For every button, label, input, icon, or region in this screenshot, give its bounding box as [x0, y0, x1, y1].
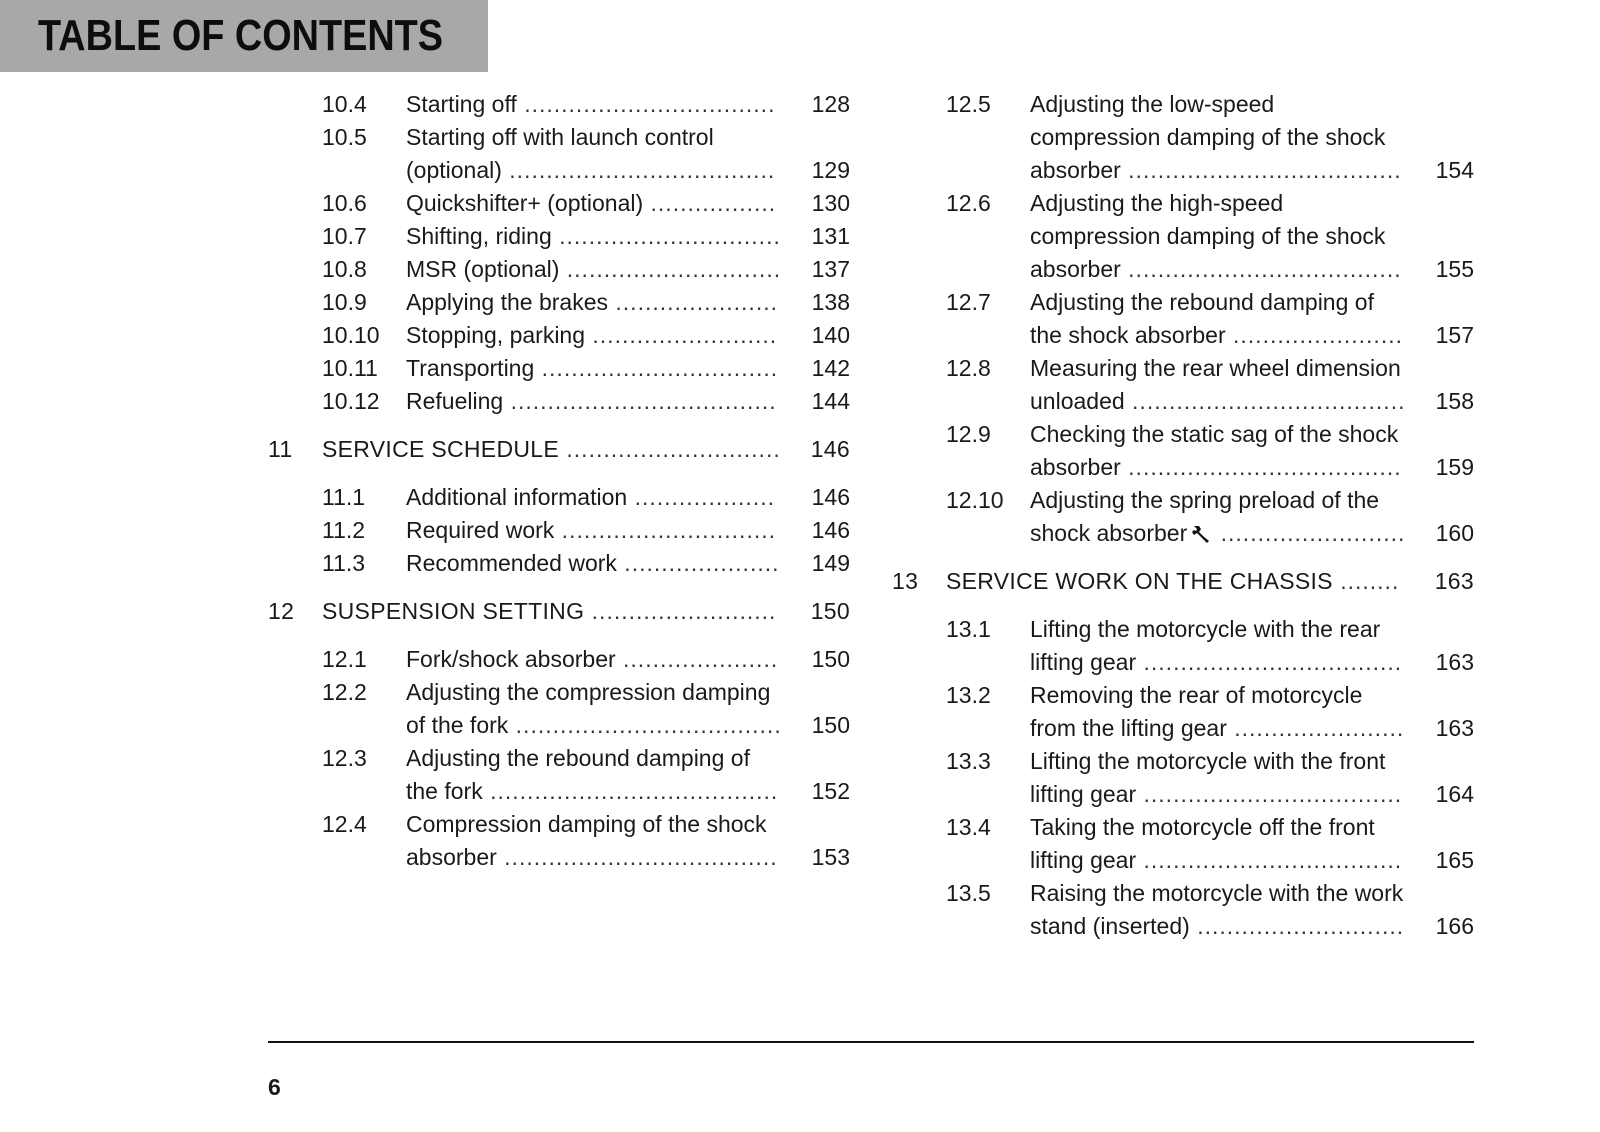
dot-leader: .................................... — [508, 712, 782, 738]
wrench-icon — [1191, 520, 1213, 540]
toc-entry[interactable] — [892, 679, 1474, 745]
entry-title: Adjusting the spring preload of the shock absorber — [1030, 487, 1380, 546]
toc-entry[interactable] — [268, 253, 850, 286]
toc-entry[interactable] — [268, 385, 850, 418]
entry-number: 13.3 — [946, 748, 991, 774]
entry-number: 10.7 — [322, 223, 367, 249]
dot-leader: ............................. — [559, 256, 782, 282]
entry-title: Checking the static sag of the shock absorber — [1030, 421, 1399, 480]
toc-entry[interactable] — [268, 88, 850, 121]
entry-number: 10.5 — [322, 124, 367, 150]
entry-page: 129 — [811, 157, 850, 183]
entry-title: SERVICE SCHEDULE — [322, 436, 560, 462]
entry-title: MSR (optional) — [406, 256, 560, 282]
entry-title: Adjusting the high-speed compression damping of the shock absorber — [1030, 190, 1386, 282]
entry-title: Starting off — [406, 91, 517, 117]
dot-leader: ....................... — [1226, 715, 1405, 741]
entry-number: 12.4 — [322, 811, 367, 837]
toc-chapter[interactable] — [892, 565, 1474, 598]
dot-leader: .............................. — [551, 223, 781, 249]
entry-page: 160 — [1435, 520, 1474, 546]
toc-entry[interactable] — [268, 676, 850, 742]
dot-leader: ................................... — [1136, 781, 1403, 807]
entry-page: 137 — [811, 256, 850, 282]
toc-entry[interactable] — [268, 220, 850, 253]
dot-leader: ................... — [627, 484, 775, 510]
entry-number: 10.10 — [322, 322, 380, 348]
toc-entry[interactable] — [892, 286, 1474, 352]
entry-page: 163 — [1435, 649, 1474, 675]
dot-leader: ................................... — [1136, 847, 1403, 873]
entry-number: 12.6 — [946, 190, 991, 216]
dot-leader: ............................. — [559, 436, 781, 462]
dot-leader: ..................................... — [1124, 388, 1406, 414]
dot-leader: ......................... — [1213, 520, 1406, 546]
entry-page: 150 — [811, 712, 850, 738]
entry-number: 10.6 — [322, 190, 367, 216]
entry-title: Taking the motorcycle off the front lifting gear — [1030, 814, 1375, 873]
entry-number: 13.4 — [946, 814, 991, 840]
entry-title: Shifting, riding — [406, 223, 552, 249]
entry-title: Adjusting the compression damping of the fork — [406, 679, 771, 738]
entry-page: 163 — [1434, 568, 1474, 594]
entry-title: Measuring the rear wheel dimension unloaded — [1030, 355, 1401, 414]
entry-title: Additional information — [406, 484, 628, 510]
entry-number: 12.2 — [322, 679, 367, 705]
entry-number: 12.3 — [322, 745, 367, 771]
toc-entry[interactable] — [892, 352, 1474, 418]
entry-page: 157 — [1435, 322, 1474, 348]
entry-title: Compression damping of the shock absorber — [406, 811, 767, 870]
dot-leader: ..................... — [615, 646, 779, 672]
entry-page: 130 — [811, 190, 850, 216]
dot-leader: ............................. — [554, 517, 777, 543]
entry-title: Raising the motorcycle with the work stand (inserted) — [1030, 880, 1404, 939]
entry-page: 149 — [811, 550, 850, 576]
dot-leader: .................................... — [501, 157, 776, 183]
dot-leader: .................................. — [516, 91, 776, 117]
entry-page: 140 — [811, 322, 850, 348]
toc-entry[interactable] — [268, 187, 850, 220]
entry-number: 11.2 — [322, 517, 366, 543]
dot-leader: ....................................... — [482, 778, 779, 804]
entry-number: 10.11 — [322, 355, 378, 381]
entry-page: 166 — [1435, 913, 1474, 939]
entry-title: Adjusting the low-speed compression damping of the shock absorber — [1030, 91, 1386, 183]
entry-number: 10.12 — [322, 388, 380, 414]
dot-leader: ..................................... — [1120, 157, 1402, 183]
entry-number: 10.8 — [322, 256, 367, 282]
entry-number: 11.3 — [322, 550, 366, 576]
entry-number: 13.2 — [946, 682, 991, 708]
toc-entry[interactable] — [892, 484, 1474, 550]
entry-number: 10.9 — [322, 289, 367, 315]
dot-leader: ............................ — [1189, 913, 1405, 939]
entry-number: 12.5 — [946, 91, 991, 117]
entry-number: 12.10 — [946, 487, 1004, 513]
entry-page: 146 — [811, 517, 850, 543]
dot-leader: ..................................... — [1120, 256, 1402, 282]
dot-leader: ................................... — [1136, 649, 1403, 675]
entry-page: 138 — [811, 289, 850, 315]
entry-title: Stopping, parking — [406, 322, 586, 348]
toc-entry[interactable] — [268, 319, 850, 352]
toc-entry[interactable] — [892, 745, 1474, 811]
entry-title: Applying the brakes — [406, 289, 609, 315]
entry-title: Adjusting the rebound damping of the fork — [406, 745, 750, 804]
entry-page: 150 — [810, 598, 850, 624]
entry-title: Recommended work — [406, 550, 617, 576]
entry-title: Quickshifter+ (optional) — [406, 190, 644, 216]
title-bar — [0, 0, 488, 72]
dot-leader: ..................... — [616, 550, 780, 576]
entry-title: Starting off with launch control (optional) — [406, 124, 714, 183]
dot-leader: ..................................... — [496, 844, 778, 870]
toc-entry[interactable] — [268, 808, 850, 874]
entry-page: 128 — [811, 91, 850, 117]
entry-title: Transporting — [406, 355, 535, 381]
entry-page: 153 — [811, 844, 850, 870]
toc-entry[interactable] — [892, 418, 1474, 484]
entry-page: 159 — [1435, 454, 1474, 480]
dot-leader: ..................................... — [1120, 454, 1402, 480]
entry-number: 12.8 — [946, 355, 991, 381]
footer-rule — [268, 1041, 1474, 1043]
entry-page: 144 — [811, 388, 850, 414]
toc-chapter[interactable] — [268, 433, 850, 466]
entry-page: 158 — [1435, 388, 1474, 414]
toc-entry[interactable] — [892, 187, 1474, 286]
entry-page: 146 — [811, 484, 850, 510]
toc-column-right — [892, 88, 1474, 943]
entry-page: 155 — [1435, 256, 1474, 282]
entry-number: 11 — [268, 436, 293, 462]
entry-title: Lifting the motorcycle with the rear lifting gear — [1030, 616, 1381, 675]
toc-entry[interactable] — [268, 286, 850, 319]
dot-leader: .................................... — [503, 388, 777, 414]
entry-number: 11.1 — [322, 484, 366, 510]
toc-entry[interactable] — [268, 742, 850, 808]
toc-chapter[interactable] — [268, 595, 850, 628]
entry-page: 154 — [1435, 157, 1474, 183]
entry-page: 164 — [1435, 781, 1474, 807]
entry-number: 13.5 — [946, 880, 991, 906]
entry-page: 165 — [1435, 847, 1474, 873]
entry-page: 131 — [811, 223, 850, 249]
toc-column-left — [268, 88, 850, 874]
page-title: TABLE OF CONTENTS — [38, 11, 444, 60]
dot-leader: ...................... — [608, 289, 778, 315]
entry-page: 150 — [811, 646, 850, 672]
toc-entry[interactable] — [892, 877, 1474, 943]
toc-entry[interactable] — [268, 643, 850, 676]
entry-title: SERVICE WORK ON THE CHASSIS — [946, 568, 1333, 594]
dot-leader: ....................... — [1225, 322, 1403, 348]
entry-page: 163 — [1435, 715, 1474, 741]
dot-leader: ......................... — [585, 322, 778, 348]
entry-number: 12 — [268, 598, 295, 624]
entry-title: Fork/shock absorber — [406, 646, 616, 672]
entry-title: SUSPENSION SETTING — [322, 598, 585, 624]
dot-leader: ................................ — [534, 355, 779, 381]
toc-entry[interactable] — [892, 88, 1474, 187]
toc-entry[interactable] — [268, 481, 850, 514]
entry-title: Lifting the motorcycle with the front lifting gear — [1030, 748, 1386, 807]
toc-entry[interactable] — [268, 121, 850, 187]
entry-number: 12.9 — [946, 421, 991, 447]
entry-page: 142 — [811, 355, 850, 381]
toc-entry[interactable] — [892, 613, 1474, 679]
entry-page: 146 — [810, 436, 850, 462]
toc-entry[interactable] — [892, 811, 1474, 877]
toc-entry[interactable] — [268, 547, 850, 580]
dot-leader: ......................... — [584, 598, 777, 624]
entry-title: Adjusting the rebound damping of the shock absorber — [1030, 289, 1374, 348]
entry-number: 13.1 — [946, 616, 991, 642]
entry-title: Required work — [406, 517, 555, 543]
toc-entry[interactable] — [268, 514, 850, 547]
dot-leader: ................. — [643, 190, 777, 216]
page-number: 6 — [268, 1074, 281, 1100]
entry-number: 10.4 — [322, 91, 367, 117]
entry-title: Removing the rear of motorcycle from the lifting gear — [1030, 682, 1363, 741]
entry-page: 152 — [811, 778, 850, 804]
entry-title: Refueling — [406, 388, 504, 414]
toc-entry[interactable] — [268, 352, 850, 385]
entry-number: 13 — [892, 568, 919, 594]
dot-leader: ........ — [1332, 568, 1400, 594]
entry-number: 12.1 — [322, 646, 367, 672]
entry-number: 12.7 — [946, 289, 991, 315]
